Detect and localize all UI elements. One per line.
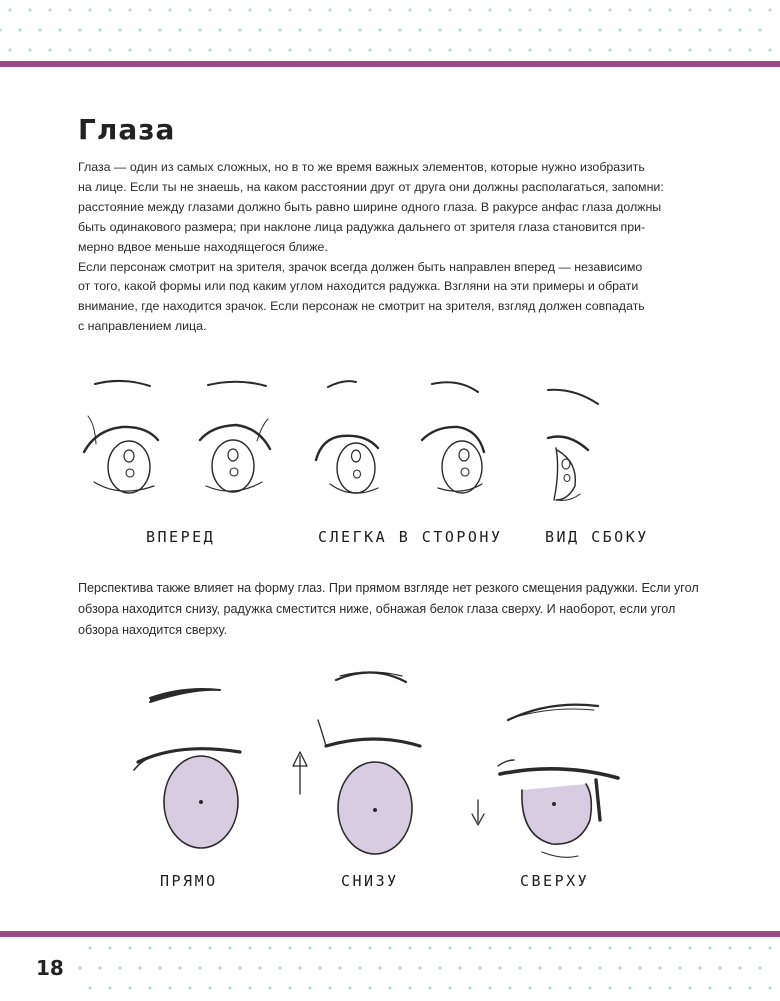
text-line: обзора находится сверху. xyxy=(78,623,228,637)
decor-dot xyxy=(88,946,91,949)
decor-dot xyxy=(248,946,251,949)
decor-dot xyxy=(508,986,511,989)
decor-dot xyxy=(198,966,201,969)
bottom-band xyxy=(0,931,780,937)
decor-dot xyxy=(228,986,231,989)
eye-from-below xyxy=(318,672,420,854)
decor-dot xyxy=(318,966,321,969)
decor-dot xyxy=(128,946,131,949)
page-title: Глаза xyxy=(78,113,176,146)
decor-dot xyxy=(328,946,331,949)
text-line: на лице. Если ты не знаешь, на каком расстоянии друг от друга они должны располагаться, запомни: xyxy=(78,179,664,194)
decor-dot xyxy=(98,966,101,969)
decor-dot xyxy=(628,946,631,949)
arrow-down-icon xyxy=(472,800,484,825)
decor-dot xyxy=(588,946,591,949)
decor-dot xyxy=(358,966,361,969)
decor-dot xyxy=(738,966,741,969)
decor-dot xyxy=(128,986,131,989)
decor-dot xyxy=(308,946,311,949)
decor-dot xyxy=(648,946,651,949)
decor-dot xyxy=(268,946,271,949)
decor-dot xyxy=(208,946,211,949)
decor-dot xyxy=(248,986,251,989)
decor-dot xyxy=(268,986,271,989)
decor-dot xyxy=(398,966,401,969)
decor-dot xyxy=(568,986,571,989)
decor-dot xyxy=(658,966,661,969)
decor-dot xyxy=(508,946,511,949)
decor-dot xyxy=(748,986,751,989)
caption-side-view: ВИД СБОКУ xyxy=(545,528,649,546)
decor-dot xyxy=(78,966,81,969)
decor-dot xyxy=(278,966,281,969)
decor-dot xyxy=(548,946,551,949)
decor-dot xyxy=(458,966,461,969)
decor-dot xyxy=(748,946,751,949)
decor-dot xyxy=(708,946,711,949)
decor-dot xyxy=(368,986,371,989)
decor-dot xyxy=(498,966,501,969)
caption-straight: ПРЯМО xyxy=(160,872,218,890)
caption-from-below: СНИЗУ xyxy=(341,872,399,890)
decor-dot xyxy=(448,946,451,949)
decor-dot xyxy=(108,946,111,949)
arrow-up-icon xyxy=(293,752,307,794)
decor-dot xyxy=(698,966,701,969)
decor-dot xyxy=(558,966,561,969)
decor-dot xyxy=(668,946,671,949)
decor-dot xyxy=(338,966,341,969)
decor-dot xyxy=(288,946,291,949)
decor-dot xyxy=(538,966,541,969)
decor-dot xyxy=(368,946,371,949)
decor-dot xyxy=(608,946,611,949)
decor-dot xyxy=(188,946,191,949)
decor-dot xyxy=(168,946,171,949)
text-line: внимание, где находится зрачок. Если персонаж не смотрит на зрителя, взгляд должен совпадать xyxy=(78,299,645,314)
decor-dot xyxy=(488,946,491,949)
decor-dot xyxy=(348,946,351,949)
text-line: Глаза — один из самых сложных, но в то же время важных элементов, которые нужно изобразить xyxy=(78,160,645,174)
decor-dot xyxy=(388,986,391,989)
decor-dot xyxy=(708,986,711,989)
caption-from-above: СВЕРХУ xyxy=(520,872,590,890)
decor-dot xyxy=(488,986,491,989)
decor-dot xyxy=(288,986,291,989)
eye-straight xyxy=(134,689,240,848)
decor-dot xyxy=(178,966,181,969)
decor-dot xyxy=(578,966,581,969)
decor-dot xyxy=(548,986,551,989)
text-line: мерно вдвое меньше находящегося ближе. xyxy=(78,239,328,254)
decor-dot xyxy=(588,986,591,989)
decor-dot xyxy=(148,946,151,949)
decor-dot xyxy=(208,986,211,989)
decor-dot xyxy=(158,966,161,969)
decor-dot xyxy=(188,986,191,989)
decor-dot xyxy=(428,946,431,949)
decor-dot xyxy=(228,946,231,949)
decor-dot xyxy=(418,966,421,969)
decor-dot xyxy=(598,966,601,969)
decor-dot xyxy=(408,946,411,949)
decor-dot xyxy=(678,966,681,969)
decor-dot xyxy=(138,966,141,969)
decor-dot xyxy=(528,946,531,949)
caption-slightly-aside: СЛЕГКА В СТОРОНУ xyxy=(318,528,503,546)
decor-dot xyxy=(298,966,301,969)
decor-dot xyxy=(468,986,471,989)
decor-dot xyxy=(568,946,571,949)
decor-dot xyxy=(118,966,121,969)
decor-dot xyxy=(218,966,221,969)
text-line: Перспектива также влияет на форму глаз. При прямом взгляде нет резкого смещения радужки. Если угол xyxy=(78,581,699,595)
text-line: с направлением лица. xyxy=(78,319,207,334)
text-line: обзора находится снизу, радужка сместится ниже, обнажая белок глаза сверху. И наоборот, если угол xyxy=(78,602,676,616)
decor-dot xyxy=(718,966,721,969)
decor-dot xyxy=(758,966,761,969)
decor-dot xyxy=(728,986,731,989)
text-line: расстояние между глазами должно быть равно ширине одного глаза. В ракурсе анфас глаза должны xyxy=(78,199,662,214)
decor-dot xyxy=(768,946,771,949)
decor-dot xyxy=(258,966,261,969)
text-line: от того, какой формы или под каким углом находится радужка. Взгляни на эти примеры и обрати xyxy=(78,279,639,294)
decor-dot xyxy=(638,966,641,969)
decor-dot xyxy=(428,986,431,989)
decor-dot xyxy=(478,966,481,969)
decor-dot xyxy=(168,986,171,989)
decor-dot xyxy=(238,966,241,969)
decor-dot xyxy=(468,946,471,949)
decor-dot xyxy=(108,986,111,989)
decor-dot xyxy=(88,986,91,989)
decor-dot xyxy=(328,986,331,989)
page-number: 18 xyxy=(36,956,64,980)
decor-dot xyxy=(408,986,411,989)
decor-dot xyxy=(518,966,521,969)
decor-dot xyxy=(438,966,441,969)
decor-dot xyxy=(628,986,631,989)
decor-dot xyxy=(688,946,691,949)
decor-dot xyxy=(728,946,731,949)
decor-dot xyxy=(528,986,531,989)
decor-dot xyxy=(388,946,391,949)
decor-dot xyxy=(768,986,771,989)
decor-dot xyxy=(668,986,671,989)
decor-dot xyxy=(308,986,311,989)
text-line: Если персонаж смотрит на зрителя, зрачок всегда должен быть направлен вперед — независимо xyxy=(78,259,643,274)
decor-dot xyxy=(378,966,381,969)
decor-dot xyxy=(148,986,151,989)
dotted-border-bottom xyxy=(0,940,780,1000)
eye-from-above xyxy=(498,705,618,858)
decor-dot xyxy=(348,986,351,989)
decor-dot xyxy=(618,966,621,969)
decor-dot xyxy=(608,986,611,989)
decor-dot xyxy=(688,986,691,989)
text-line: быть одинакового размера; при наклоне лица радужка дальнего от зрителя глаза становится при- xyxy=(78,219,646,234)
caption-forward: ВПЕРЕД xyxy=(146,528,216,546)
decor-dot xyxy=(448,986,451,989)
decor-dot xyxy=(648,986,651,989)
